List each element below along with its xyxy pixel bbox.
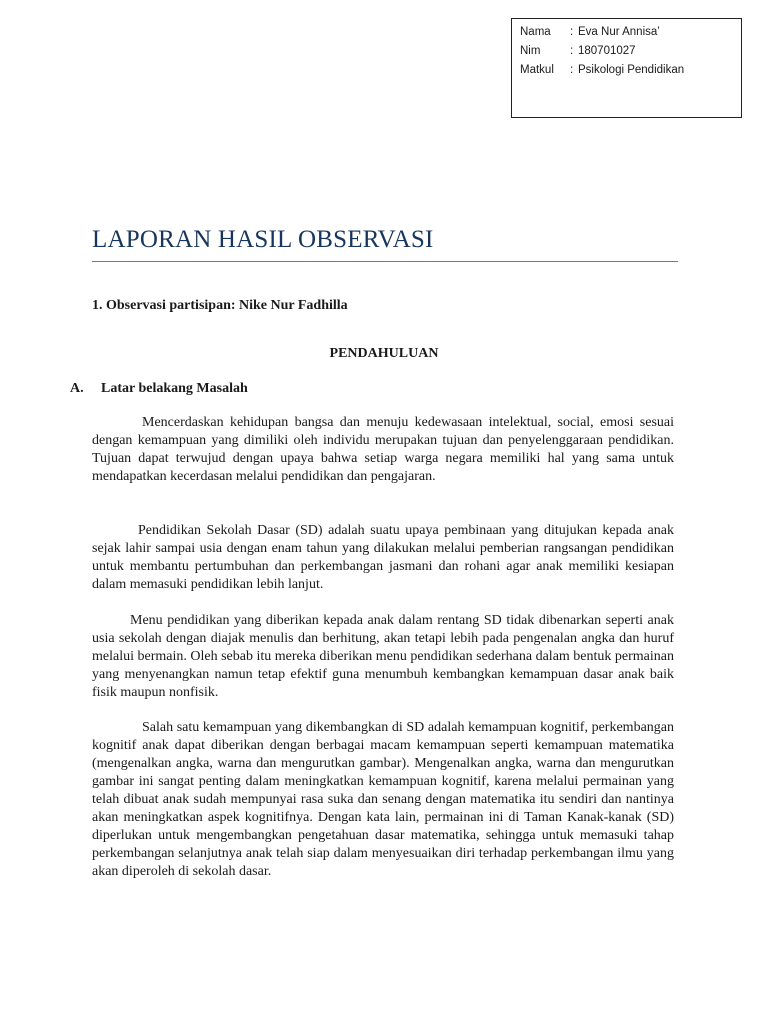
paragraph-4: Salah satu kemampuan yang dikembangkan di SD adalah kemampuan kognitif, perkembangan kognitif anak dapat diberikan dengan berbagai macam kemampuan seperti kemampuan matematika (mengenalkan angka, warna dan mengurutkan gambar). Mengenalkan angka, warna dan mengurutkan gambar ini sangat penting dalam meningkatkan kemampuan kognitif, karena melalui permainan yang telah dibuat anak sudah mempunyai rasa suka dan senang dengan matematika itu sendiri dan nantinya akan meningkatkan aspek kognitifnya. Dengan kata lain, permainan ini di Taman Kanak-kanak (SD) diperlukan untuk mengembangkan pengetahuan dasar matematika, sehingga untuk memasuki tahap perkembangan selanjutnya anak telah siap dalam menyesuaikan diri terhadap perkembangan ilmu yang akan diperoleh di sekolah dasar. [92, 720, 674, 879]
section-heading-text: PENDAHULUAN [329, 346, 439, 361]
nim-value: 180701027 [578, 45, 636, 57]
title-underline [92, 261, 678, 262]
document-title: LAPORAN HASIL OBSERVASI [92, 226, 434, 253]
subsection-label: Latar belakang Masalah [101, 381, 248, 396]
name-value: Eva Nur Annisa’ [578, 26, 660, 38]
nim-separator: : [570, 45, 574, 57]
matkul-label: Matkul [520, 64, 554, 76]
paragraph-3: Menu pendidikan yang diberikan kepada anak dalam rentang SD tidak dibenarkan seperti anak usia sekolah dengan diajak menulis dan berhitung, akan tetapi lebih pada pengenalan angka dan huruf melalui bermain. Oleh sebab itu mereka diberikan menu pendidikan sederhana dalam bentuk permainan yang menyenangkan namun tetap efektif guna menumbuh kembangkan kemampuan dasar anak baik fisik maupun nonfisik. [92, 613, 674, 700]
paragraph-1: Mencerdaskan kehidupan bangsa dan menuju kedewasaan intelektual, social, emosi sesuai dengan kemampuan yang dimiliki oleh individu merupakan tujuan dan penyelenggaraan pendidikan. Tujuan dapat terwujud dengan upaya bahwa setiap warga negara memiliki hal yang sama untuk mendapatkan kecerdasan melalui pendidikan dan pengajaran. [92, 415, 674, 484]
name-row [520, 23, 741, 42]
matkul-value: Psikologi Pendidikan [578, 64, 685, 76]
matkul-separator: : [570, 64, 574, 76]
nim-row [520, 42, 741, 61]
section-heading [0, 346, 768, 362]
nim-label: Nim [520, 45, 541, 57]
subsection-number: A. [70, 381, 84, 396]
observation-participant: 1. Observasi partisipan: Nike Nur Fadhilla [92, 298, 348, 313]
paragraph-2: Pendidikan Sekolah Dasar (SD) adalah suatu upaya pembinaan yang ditujukan kepada anak sejak lahir sampai usia dengan enam tahun yang dilakukan melalui pemberian rangsangan pendidikan untuk membantu pertumbuhan dan perkembangan jasmani dan rohani agar anak memiliki kesiapan dalam memasuki pendidikan lebih lanjut. [92, 523, 674, 592]
student-info-box [511, 18, 742, 118]
name-label: Nama [520, 26, 551, 38]
matkul-row [520, 61, 741, 80]
subsection-heading [70, 381, 248, 397]
name-separator: : [570, 26, 574, 38]
